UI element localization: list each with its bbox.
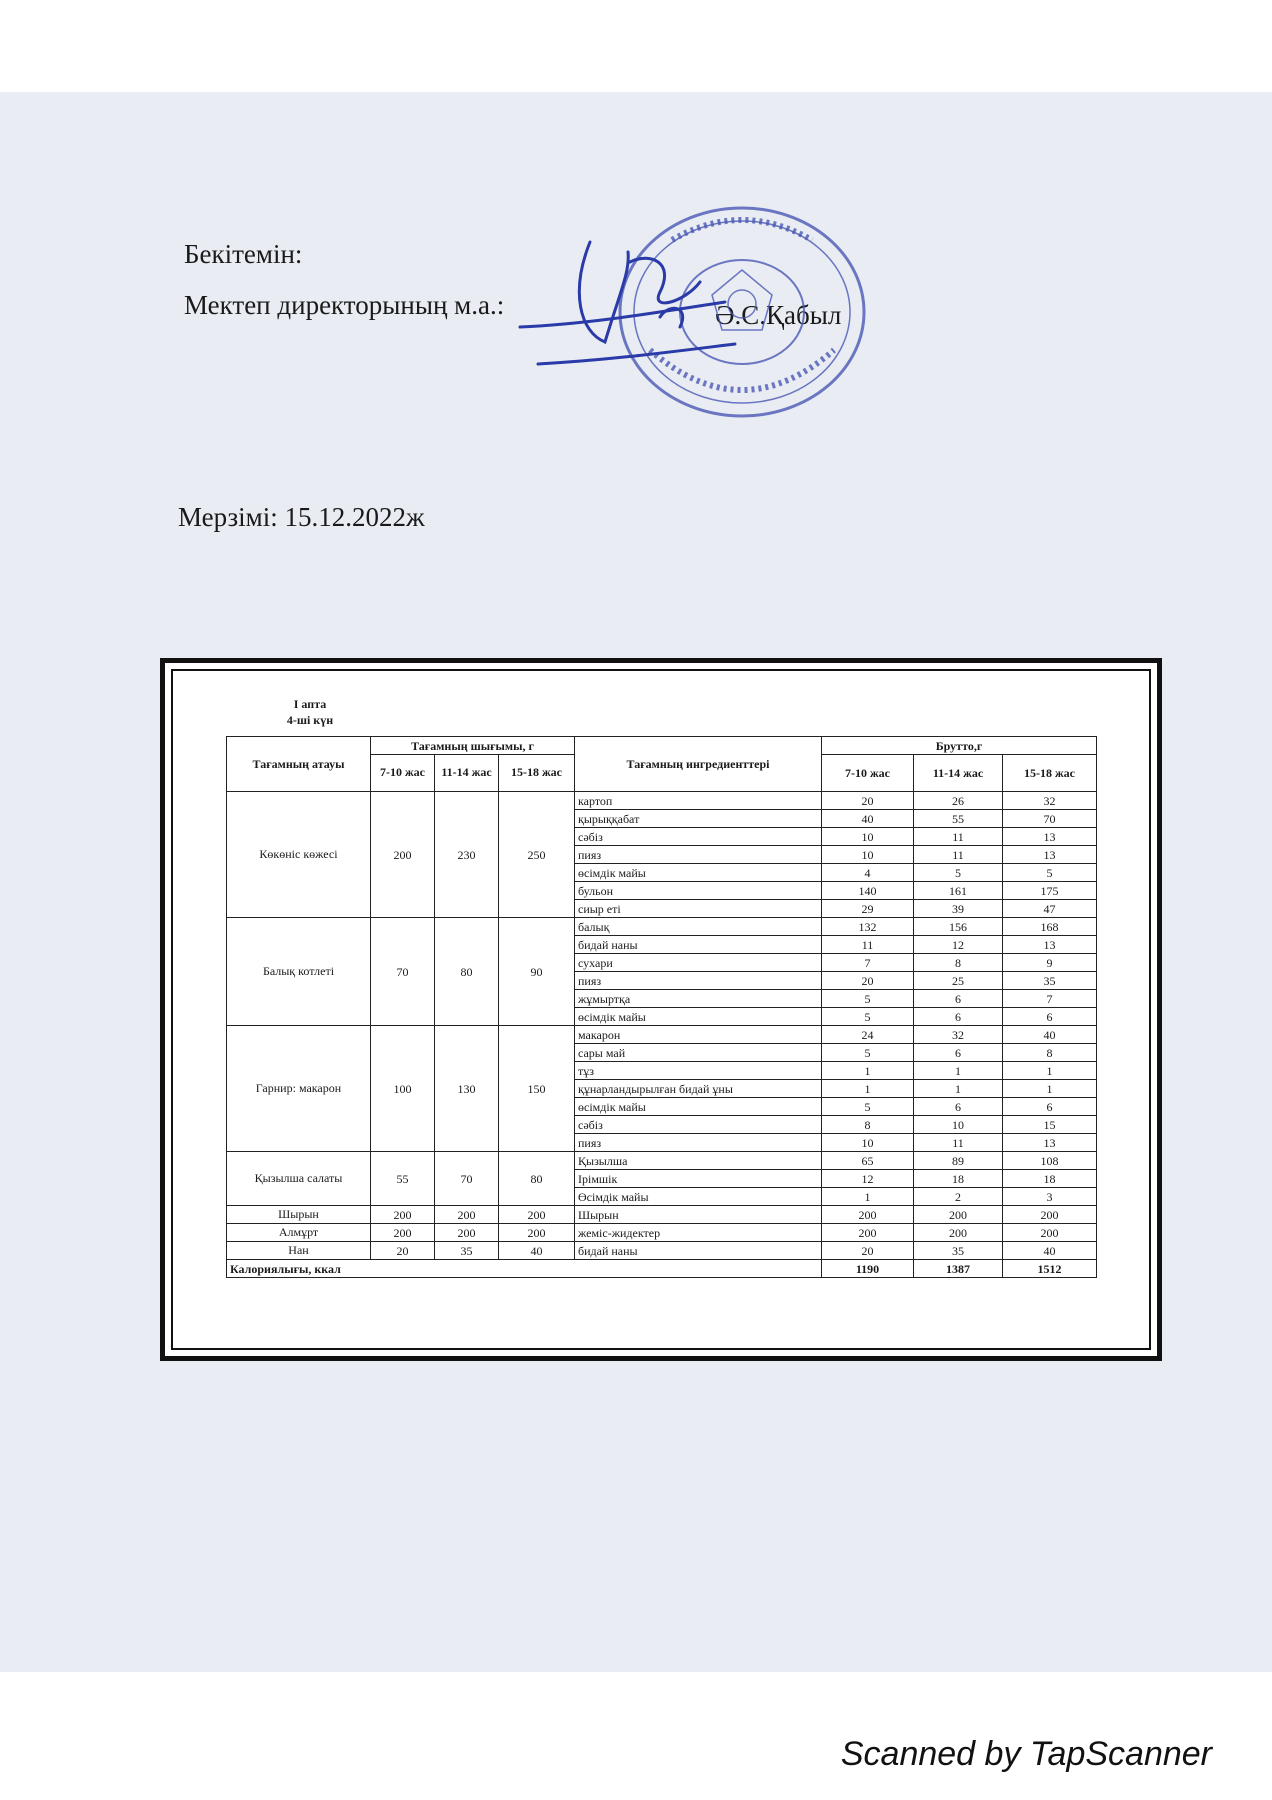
ingredient-brutto: 200 <box>1003 1224 1097 1242</box>
ingredient-brutto: 6 <box>914 1008 1003 1026</box>
dish-output: 200 <box>371 792 435 918</box>
dish-output: 130 <box>435 1026 499 1152</box>
ingredient-brutto: 15 <box>1003 1116 1097 1134</box>
dish-output: 40 <box>499 1242 575 1260</box>
ingredient-brutto: 18 <box>914 1170 1003 1188</box>
ingredient-brutto: 89 <box>914 1152 1003 1170</box>
header-brutto-age: 11-14 жас <box>914 755 1003 792</box>
ingredient-brutto: 6 <box>1003 1008 1097 1026</box>
ingredient-brutto: 168 <box>1003 918 1097 936</box>
ingredient-name: бидай наны <box>575 936 822 954</box>
ingredient-brutto: 1 <box>822 1062 914 1080</box>
ingredient-brutto: 35 <box>1003 972 1097 990</box>
header-output: Тағамның шығымы, г <box>371 737 575 755</box>
ingredient-brutto: 13 <box>1003 936 1097 954</box>
ingredient-name: тұз <box>575 1062 822 1080</box>
signature <box>510 232 740 372</box>
ingredient-brutto: 35 <box>914 1242 1003 1260</box>
dish-output: 100 <box>371 1026 435 1152</box>
ingredient-brutto: 4 <box>822 864 914 882</box>
dish-name: Көкөніс көжесі <box>227 792 371 918</box>
ingredient-brutto: 32 <box>914 1026 1003 1044</box>
ingredient-name: сәбіз <box>575 1116 822 1134</box>
ingredient-brutto: 8 <box>822 1116 914 1134</box>
ingredient-name: қырыққабат <box>575 810 822 828</box>
ingredient-brutto: 6 <box>914 1098 1003 1116</box>
ingredient-name: өсімдік майы <box>575 1098 822 1116</box>
dish-name: Гарнир: макарон <box>227 1026 371 1152</box>
ingredient-brutto: 32 <box>1003 792 1097 810</box>
dish-name: Балық котлеті <box>227 918 371 1026</box>
header-output-age: 11-14 жас <box>435 755 499 792</box>
ingredient-name: құнарландырылған бидай ұны <box>575 1080 822 1098</box>
dish-output: 200 <box>371 1224 435 1242</box>
ingredient-name: сиыр еті <box>575 900 822 918</box>
header-output-age: 7-10 жас <box>371 755 435 792</box>
ingredient-name: макарон <box>575 1026 822 1044</box>
ingredient-brutto: 29 <box>822 900 914 918</box>
ingredient-brutto: 140 <box>822 882 914 900</box>
ingredient-brutto: 20 <box>822 1242 914 1260</box>
header-brutto: Брутто,г <box>822 737 1097 755</box>
ingredient-brutto: 200 <box>822 1206 914 1224</box>
header-brutto-age: 15-18 жас <box>1003 755 1097 792</box>
ingredient-brutto: 10 <box>822 1134 914 1152</box>
header-row <box>227 737 1097 755</box>
ingredient-name: сухари <box>575 954 822 972</box>
ingredient-brutto: 175 <box>1003 882 1097 900</box>
ingredient-brutto: 6 <box>914 1044 1003 1062</box>
day-label: 4-ші күн <box>286 713 334 728</box>
ingredient-name: жеміс-жидектер <box>575 1224 822 1242</box>
ingredient-brutto: 5 <box>914 864 1003 882</box>
ingredient-brutto: 11 <box>914 1134 1003 1152</box>
ingredient-name: Шырын <box>575 1206 822 1224</box>
ingredient-brutto: 11 <box>914 828 1003 846</box>
ingredient-brutto: 8 <box>1003 1044 1097 1062</box>
dish-output: 80 <box>435 918 499 1026</box>
ingredient-brutto: 132 <box>822 918 914 936</box>
ingredient-brutto: 1 <box>914 1062 1003 1080</box>
ingredient-name: Қызылша <box>575 1152 822 1170</box>
calories-value: 1190 <box>822 1260 914 1278</box>
ingredient-brutto: 20 <box>822 792 914 810</box>
header-ingredients: Тағамның ингредиенттері <box>575 737 822 792</box>
ingredient-brutto: 8 <box>914 954 1003 972</box>
ingredient-name: өсімдік майы <box>575 1008 822 1026</box>
menu-table <box>226 736 1097 1278</box>
ingredient-name: Өсімдік майы <box>575 1188 822 1206</box>
dish-output: 200 <box>435 1206 499 1224</box>
ingredient-name: өсімдік майы <box>575 864 822 882</box>
dish-output: 200 <box>435 1224 499 1242</box>
calories-value: 1512 <box>1003 1260 1097 1278</box>
ingredient-brutto: 13 <box>1003 828 1097 846</box>
ingredient-brutto: 18 <box>1003 1170 1097 1188</box>
dish-output: 150 <box>499 1026 575 1152</box>
ingredient-brutto: 10 <box>914 1116 1003 1134</box>
ingredient-name: жұмыртқа <box>575 990 822 1008</box>
ingredient-name: бульон <box>575 882 822 900</box>
ingredient-name: пияз <box>575 1134 822 1152</box>
dish-output: 90 <box>499 918 575 1026</box>
dish-output: 250 <box>499 792 575 918</box>
ingredient-brutto: 55 <box>914 810 1003 828</box>
header-brutto-age: 7-10 жас <box>822 755 914 792</box>
header-dish-name: Тағамның атауы <box>227 737 371 792</box>
table-row <box>227 1152 1097 1170</box>
dish-output: 35 <box>435 1242 499 1260</box>
ingredient-name: пияз <box>575 972 822 990</box>
ingredient-brutto: 1 <box>914 1080 1003 1098</box>
ingredient-brutto: 9 <box>1003 954 1097 972</box>
scanner-watermark: Scanned by TapScanner <box>840 1735 1212 1773</box>
approve-label: Бекітемін: <box>184 239 303 269</box>
table-row <box>227 918 1097 936</box>
ingredient-brutto: 70 <box>1003 810 1097 828</box>
dish-output: 200 <box>499 1206 575 1224</box>
calories-label: Калориялығы, ккал <box>227 1260 822 1278</box>
ingredient-brutto: 200 <box>1003 1206 1097 1224</box>
ingredient-brutto: 3 <box>1003 1188 1097 1206</box>
ingredient-name: сары май <box>575 1044 822 1062</box>
table-row <box>227 1224 1097 1242</box>
ingredient-brutto: 10 <box>822 828 914 846</box>
ingredient-brutto: 20 <box>822 972 914 990</box>
ingredient-brutto: 156 <box>914 918 1003 936</box>
dish-name: Шырын <box>227 1206 371 1224</box>
table-row <box>227 1206 1097 1224</box>
ingredient-brutto: 5 <box>822 990 914 1008</box>
ingredient-brutto: 47 <box>1003 900 1097 918</box>
ingredient-brutto: 200 <box>914 1206 1003 1224</box>
ingredient-brutto: 7 <box>1003 990 1097 1008</box>
dish-output: 80 <box>499 1152 575 1206</box>
ingredient-brutto: 5 <box>1003 864 1097 882</box>
week-day-caption <box>268 696 352 728</box>
ingredient-brutto: 2 <box>914 1188 1003 1206</box>
director-label: Мектеп директорының м.а.: <box>184 290 505 320</box>
ingredient-name: сәбіз <box>575 828 822 846</box>
ingredient-brutto: 5 <box>822 1044 914 1062</box>
ingredient-brutto: 161 <box>914 882 1003 900</box>
table-row <box>227 1026 1097 1044</box>
ingredient-brutto: 1 <box>1003 1080 1097 1098</box>
dish-name: Алмұрт <box>227 1224 371 1242</box>
dish-name: Қызылша салаты <box>227 1152 371 1206</box>
ingredient-name: балық <box>575 918 822 936</box>
dish-output: 70 <box>435 1152 499 1206</box>
calories-value: 1387 <box>914 1260 1003 1278</box>
ingredient-brutto: 12 <box>914 936 1003 954</box>
ingredient-brutto: 40 <box>822 810 914 828</box>
ingredient-brutto: 108 <box>1003 1152 1097 1170</box>
header-output-age: 15-18 жас <box>499 755 575 792</box>
total-row <box>227 1260 1097 1278</box>
ingredient-brutto: 7 <box>822 954 914 972</box>
ingredient-brutto: 200 <box>822 1224 914 1242</box>
ingredient-brutto: 1 <box>1003 1062 1097 1080</box>
ingredient-brutto: 1 <box>822 1188 914 1206</box>
dish-output: 230 <box>435 792 499 918</box>
table-row <box>227 1242 1097 1260</box>
ingredient-brutto: 200 <box>914 1224 1003 1242</box>
ingredient-brutto: 12 <box>822 1170 914 1188</box>
dish-output: 200 <box>499 1224 575 1242</box>
date-label: Мерзімі: 15.12.2022ж <box>178 502 425 532</box>
ingredient-name: Ірімшік <box>575 1170 822 1188</box>
ingredient-brutto: 40 <box>1003 1026 1097 1044</box>
ingredient-brutto: 65 <box>822 1152 914 1170</box>
ingredient-brutto: 25 <box>914 972 1003 990</box>
ingredient-brutto: 40 <box>1003 1242 1097 1260</box>
ingredient-brutto: 26 <box>914 792 1003 810</box>
ingredient-brutto: 6 <box>1003 1098 1097 1116</box>
ingredient-name: пияз <box>575 846 822 864</box>
ingredient-brutto: 11 <box>822 936 914 954</box>
week-label: I апта <box>293 697 327 711</box>
table-row <box>227 792 1097 810</box>
dish-output: 55 <box>371 1152 435 1206</box>
director-name: Ә.С.Қабыл <box>715 300 842 330</box>
ingredient-brutto: 1 <box>822 1080 914 1098</box>
ingredient-brutto: 6 <box>914 990 1003 1008</box>
ingredient-name: бидай наны <box>575 1242 822 1260</box>
ingredient-brutto: 39 <box>914 900 1003 918</box>
dish-output: 70 <box>371 918 435 1026</box>
dish-name: Нан <box>227 1242 371 1260</box>
ingredient-brutto: 24 <box>822 1026 914 1044</box>
ingredient-brutto: 11 <box>914 846 1003 864</box>
dish-output: 200 <box>371 1206 435 1224</box>
dish-output: 20 <box>371 1242 435 1260</box>
ingredient-brutto: 5 <box>822 1098 914 1116</box>
ingredient-brutto: 5 <box>822 1008 914 1026</box>
ingredient-brutto: 10 <box>822 846 914 864</box>
ingredient-brutto: 13 <box>1003 846 1097 864</box>
ingredient-brutto: 13 <box>1003 1134 1097 1152</box>
ingredient-name: картоп <box>575 792 822 810</box>
